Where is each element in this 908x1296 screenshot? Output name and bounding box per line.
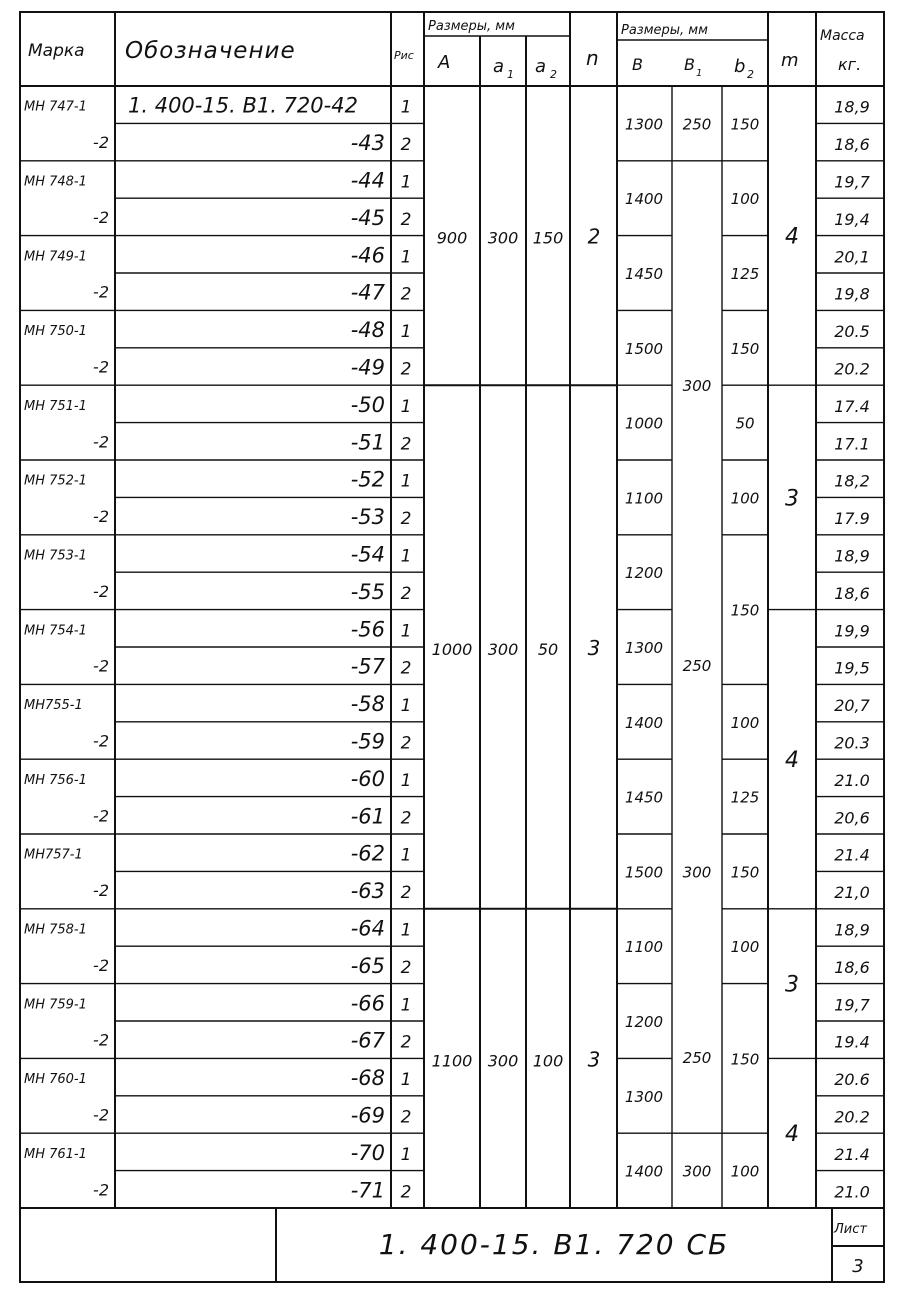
cell-b2: 150: [730, 1050, 760, 1069]
param-group: [424, 225, 617, 386]
row-mark: -2: [93, 881, 109, 901]
row-ris: 2: [400, 284, 412, 305]
header-B1: B: [684, 55, 695, 74]
row-designation: -59: [350, 729, 385, 754]
document-code: 1. 400-15. В1. 720 СБ: [378, 1228, 730, 1261]
row-mark: МН 753-1: [24, 548, 87, 564]
row-mass: 19,7: [834, 172, 870, 192]
row-ris: 2: [400, 509, 412, 530]
row-ris: 2: [400, 658, 412, 679]
header-mass: Масса: [820, 28, 865, 44]
cell-B: 1500: [624, 339, 664, 358]
row-designation: -60: [350, 766, 385, 791]
row-ris: 1: [400, 920, 412, 941]
row-mass: 20,7: [834, 696, 870, 716]
row-ris: 1: [400, 546, 412, 567]
header-n: n: [586, 46, 599, 70]
cell-B: 1200: [624, 564, 664, 583]
header-mass-unit: кг.: [838, 55, 862, 74]
cell-B1: 250: [682, 115, 712, 134]
row-designation: -71: [350, 1178, 385, 1203]
cell-B1: 250: [682, 657, 712, 675]
group-a2: 150: [532, 228, 564, 248]
row-mass: 18,6: [834, 957, 870, 977]
table-row: [24, 991, 884, 1021]
footer-stamp: [379, 1222, 868, 1277]
row-designation: -65: [350, 953, 385, 978]
cell-b2: 100: [730, 489, 760, 508]
header-marka: Марка: [28, 41, 85, 61]
row-mark: -2: [93, 955, 109, 975]
row-ris: 1: [400, 172, 412, 193]
row-mass: 20,6: [834, 808, 870, 828]
row-mark: -2: [93, 731, 109, 751]
row-designation: -51: [350, 430, 385, 455]
row-designation: -55: [350, 579, 385, 604]
row-ris: 2: [400, 1107, 412, 1128]
row-designation: 1. 400-15. В1. 720-42: [128, 93, 358, 118]
cell-b2: 150: [730, 115, 760, 134]
cell-m: 3: [785, 486, 799, 512]
row-ris: 1: [400, 247, 412, 268]
row-designation: -58: [350, 692, 385, 717]
row-ris: 2: [400, 135, 412, 156]
cell-B: 1300: [624, 115, 664, 134]
row-ris: 1: [400, 396, 412, 417]
row-mass: 18,6: [834, 583, 870, 603]
row-mark: -2: [93, 432, 109, 452]
cell-B1: 300: [682, 377, 712, 396]
table-row: [24, 1066, 884, 1096]
row-mark: МН757-1: [24, 847, 83, 863]
row-mass: 18,9: [834, 546, 870, 566]
row-ris: 2: [400, 209, 412, 230]
cell-b2: 100: [730, 190, 760, 209]
row-designation: -48: [350, 318, 385, 343]
row-ris: 1: [400, 322, 412, 343]
cell-b2: 100: [730, 938, 760, 957]
row-ris: 2: [400, 583, 412, 604]
row-designation: -66: [350, 991, 385, 1016]
header-a1: a: [493, 56, 505, 77]
group-a1: 300: [487, 640, 519, 659]
row-ris: 1: [400, 621, 412, 642]
row-mark: МН 754-1: [24, 623, 87, 639]
row-mass: 18,9: [834, 97, 870, 117]
row-ris: 2: [400, 1032, 412, 1053]
row-ris: 1: [400, 995, 412, 1016]
cell-B: 1000: [624, 414, 664, 433]
row-designation: -44: [350, 168, 385, 193]
cell-B: 1500: [624, 863, 664, 882]
row-mark: МН 756-1: [24, 772, 87, 788]
row-mark: МН 749-1: [24, 249, 87, 265]
row-mass: 21.4: [834, 1144, 870, 1164]
row-mark: МН755-1: [24, 698, 83, 714]
group-a2: 50: [537, 640, 559, 659]
row-mark: МН 750-1: [24, 324, 87, 340]
row-mark: МН 758-1: [24, 922, 87, 938]
row-mass: 21.4: [834, 845, 870, 865]
row-mass: 19,8: [834, 284, 870, 304]
row-designation: -70: [350, 1140, 385, 1165]
cell-b2: 125: [730, 788, 760, 807]
table-row: [24, 542, 884, 572]
row-designation: -56: [350, 617, 385, 642]
row-designation: -52: [350, 467, 385, 492]
header-a2-sub: 2: [550, 68, 557, 81]
row-mark: МН 747-1: [24, 99, 87, 115]
row-mark: -2: [93, 357, 109, 377]
row-ris: 2: [400, 808, 412, 829]
merged-cells: [424, 86, 816, 1208]
cell-B: 1300: [624, 1087, 664, 1106]
header-dims-group1: Размеры, мм: [428, 19, 515, 34]
cell-B1: 300: [682, 863, 712, 882]
row-mark: -2: [93, 1180, 109, 1200]
row-mass: 19.4: [834, 1032, 870, 1052]
table-row: [20, 505, 884, 535]
cell-B: 1450: [624, 788, 664, 807]
cell-B: 1100: [624, 489, 664, 508]
row-mark: -2: [93, 581, 109, 601]
table-row: [20, 954, 884, 984]
row-designation: -50: [350, 392, 385, 417]
header-b2-sub: 2: [747, 68, 754, 81]
cell-b2: 100: [730, 713, 760, 732]
row-designation: -54: [350, 542, 385, 567]
row-designation: -53: [350, 505, 385, 530]
cell-b2: 125: [730, 265, 760, 283]
header-ris: Рис: [394, 49, 414, 62]
cell-b2: 50: [735, 414, 755, 433]
row-ris: 1: [400, 696, 412, 717]
group-A: 1100: [431, 1051, 473, 1071]
row-ris: 1: [400, 845, 412, 866]
row-mass: 19,5: [834, 658, 870, 678]
row-ris: 2: [400, 359, 412, 380]
row-ris: 1: [400, 1144, 412, 1165]
row-designation: -62: [350, 841, 385, 866]
row-mark: МН 761-1: [24, 1146, 87, 1162]
table-row: [20, 281, 884, 311]
group-a2: 100: [532, 1051, 564, 1071]
cell-b2: 150: [730, 863, 760, 882]
group-A: 900: [436, 228, 468, 248]
row-mark: МН 752-1: [24, 473, 87, 489]
table-header: [28, 19, 865, 81]
row-mass: 18,9: [834, 920, 870, 940]
header-m: m: [781, 50, 799, 71]
group-n: 3: [587, 636, 601, 660]
header-A: А: [438, 52, 451, 73]
sheet-number: 3: [852, 1256, 864, 1277]
row-designation: -61: [350, 804, 385, 829]
table-row: [20, 430, 884, 460]
row-designation: -57: [350, 654, 385, 679]
param-group: [424, 636, 617, 909]
param-group: [432, 1047, 601, 1071]
row-mark: -2: [93, 1105, 109, 1125]
row-designation: -63: [350, 879, 385, 904]
row-mass: 18,6: [834, 135, 870, 155]
row-mark: -2: [93, 1030, 109, 1050]
row-mass: 20.5: [834, 322, 870, 342]
cell-B: 1200: [624, 1013, 664, 1031]
row-ris: 1: [400, 1070, 412, 1091]
header-a2: a: [535, 56, 547, 77]
table-row: [93, 1178, 870, 1202]
row-mark: -2: [93, 507, 109, 527]
row-mark: -2: [93, 282, 109, 302]
table-row: [20, 131, 884, 161]
cell-m: 4: [785, 1122, 799, 1148]
row-designation: -46: [350, 243, 385, 268]
header-B: B: [632, 55, 643, 74]
row-mass: 20.2: [834, 1107, 870, 1127]
row-mass: 21.0: [834, 1182, 870, 1202]
row-mark: МН 751-1: [24, 398, 87, 414]
row-mass: 20,1: [834, 247, 870, 267]
header-designation: Обозначение: [125, 38, 296, 64]
cell-B: 1100: [624, 938, 664, 957]
cell-m: 3: [785, 972, 799, 998]
row-mass: 18,2: [834, 471, 870, 491]
table-row: [20, 729, 884, 759]
table-row: [20, 655, 884, 685]
table-row: [20, 804, 884, 834]
row-designation: -49: [350, 355, 385, 380]
row-mass: 17.4: [834, 396, 870, 416]
group-a1: 300: [487, 1051, 519, 1071]
group-A: 1000: [431, 640, 473, 659]
header-a1-sub: 1: [507, 68, 514, 81]
row-ris: 1: [400, 770, 412, 791]
row-ris: 1: [400, 471, 412, 492]
row-mass: 21,0: [834, 883, 870, 903]
cell-B: 1400: [624, 1162, 664, 1181]
row-designation: -68: [350, 1066, 385, 1091]
table-row: [20, 1103, 884, 1133]
row-mass: 19,7: [834, 995, 870, 1015]
row-ris: 2: [400, 883, 412, 904]
row-mark: МН 759-1: [24, 997, 87, 1013]
cell-B: 1450: [624, 265, 664, 283]
header-dims-group2: Размеры, мм: [621, 23, 708, 38]
cell-m: 4: [785, 224, 799, 250]
row-mark: -2: [93, 133, 109, 153]
row-mark: -2: [93, 806, 109, 826]
header-b2: b: [734, 56, 746, 77]
table-row: [20, 879, 884, 909]
row-mass: 17.1: [834, 434, 870, 454]
cell-B: 1400: [624, 713, 664, 732]
row-ris: 2: [400, 1182, 412, 1203]
row-mass: 19,9: [834, 621, 870, 641]
row-ris: 2: [400, 434, 412, 455]
cell-B: 1400: [624, 190, 664, 209]
cell-B1: 300: [682, 1162, 712, 1181]
row-ris: 2: [400, 957, 412, 978]
cell-b2: 150: [730, 339, 760, 358]
row-mass: 19,4: [834, 209, 870, 229]
row-designation: -67: [350, 1028, 385, 1053]
row-mass: 17.9: [834, 509, 870, 529]
row-mark: -2: [93, 656, 109, 676]
row-designation: -45: [350, 205, 385, 230]
row-designation: -69: [350, 1103, 385, 1128]
group-a1: 300: [487, 228, 519, 248]
cell-m: 4: [785, 748, 799, 774]
cell-B1: 250: [682, 1048, 712, 1067]
sheet-label: Лист: [834, 1222, 867, 1237]
row-ris: 1: [400, 97, 412, 118]
table-row: [20, 355, 884, 385]
row-ris: 2: [400, 733, 412, 754]
row-mass: 21.0: [834, 770, 870, 790]
row-mass: 20.3: [834, 733, 870, 753]
row-designation: -43: [350, 131, 385, 156]
row-mark: -2: [93, 207, 109, 227]
group-n: 3: [587, 1047, 601, 1072]
row-designation: -47: [350, 280, 385, 305]
header-B1-sub: 1: [696, 68, 703, 79]
group-n: 2: [587, 224, 601, 249]
cell-B: 1300: [624, 639, 664, 657]
cell-b2: 100: [730, 1162, 760, 1181]
row-designation: -64: [350, 916, 385, 941]
row-mass: 20.6: [834, 1070, 870, 1090]
row-mass: 20.2: [834, 359, 870, 379]
row-mark: МН 748-1: [24, 174, 87, 190]
table-row: [24, 393, 884, 423]
row-mark: МН 760-1: [24, 1072, 87, 1088]
cell-b2: 150: [730, 601, 760, 620]
